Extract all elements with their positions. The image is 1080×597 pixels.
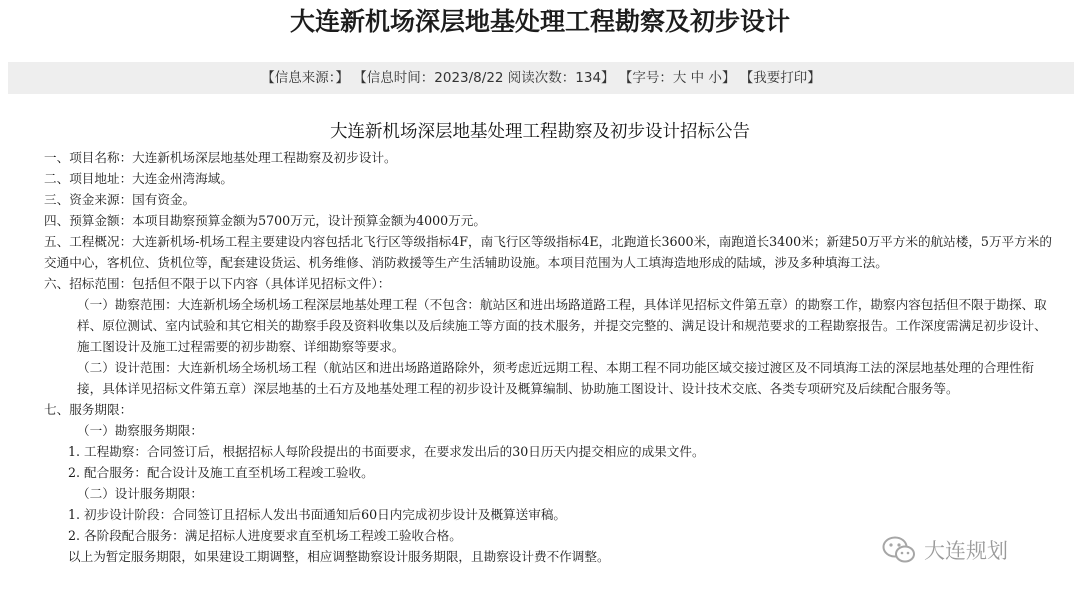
- paragraph-design-period: （二）设计服务期限：: [77, 486, 203, 501]
- paragraph-project-overview: 五、工程概况：大连新机场-机场工程主要建设内容包括北飞行区等级指标4F，南飞行区等级指标4E，北跑道长3600米，南跑道长3400米；新建50万平方米的航站楼，5万平方米的交通中心，客机位、货机位等，配套建设货运、机务维修、消防救援等生产生活辅助设施。本项目范围为人工填海造地形成的陆域，涉及多种填海工法。: [44, 234, 1052, 270]
- paragraph-preliminary-design: 1. 初步设计阶段：合同签订且招标人发出书面通知后60日内完成初步设计及概算送审稿。: [68, 507, 567, 522]
- font-size-small-link[interactable]: 小: [708, 70, 722, 86]
- paragraph-stage-support: 2. 各阶段配合服务：满足招标人进度要求直至机场工程竣工验收合格。: [68, 528, 462, 543]
- wechat-icon: [882, 535, 916, 565]
- document-body: [44, 147, 1056, 567]
- watermark-text: 大连规划: [924, 539, 1008, 563]
- info-bar: [8, 62, 1074, 94]
- print-link[interactable]: 【我要打印】: [739, 70, 821, 86]
- paragraph-budget: 四、预算金额：本项目勘察预算金额为5700万元，设计预算金额为4000万元。: [44, 213, 486, 228]
- paragraph-project-address: 二、项目地址：大连金州湾海域。: [44, 171, 233, 186]
- page-title: 大连新机场深层地基处理工程勘察及初步设计: [289, 7, 790, 36]
- paragraph-survey-work: 1. 工程勘察：合同签订后，根据招标人每阶段提出的书面要求，在要求发出后的30日历天内提交相应的成果文件。: [68, 444, 705, 459]
- paragraph-support-service: 2. 配合服务：配合设计及施工直至机场工程竣工验收。: [68, 465, 374, 480]
- font-size-suffix: 】: [721, 70, 736, 86]
- paragraph-survey-period: （一）勘察服务期限：: [77, 423, 203, 438]
- font-size-large-link[interactable]: 大: [672, 70, 687, 86]
- paragraph-tentative-note: 以上为暂定服务期限，如果建设工期调整，相应调整勘察设计服务期限，且勘察设计费不作调整。: [68, 549, 610, 564]
- info-time: 【信息时间：2023/8/22 阅读次数：134】: [353, 70, 615, 86]
- document-title: 大连新机场深层地基处理工程勘察及初步设计招标公告: [330, 122, 750, 142]
- info-source: 【信息来源：】: [261, 70, 349, 86]
- watermark: [882, 532, 1008, 568]
- paragraph-funding-source: 三、资金来源：国有资金。: [44, 192, 196, 207]
- paragraph-project-name: 一、项目名称：大连新机场深层地基处理工程勘察及初步设计。: [44, 150, 397, 165]
- paragraph-design-scope: （二）设计范围：大连新机场全场机场工程（航站区和进出场路道路除外，须考虑近远期工程、本期工程不同功能区域交接过渡区及不同填海工法的深层地基处理的合理性衔接，具体详见招标文件第五章）深层地基的土石方及地基处理工程的初步设计及概算编制、协助施工图设计、设计技术交底、各类专项研究及后续配合服务等。: [77, 360, 1035, 396]
- font-size-prefix: 【字号：: [618, 70, 673, 86]
- paragraph-bid-scope: 六、招标范围：包括但不限于以下内容（具体详见招标文件）：: [44, 276, 391, 291]
- paragraph-survey-scope: （一）勘察范围：大连新机场全场机场工程深层地基处理工程（不包含：航站区和进出场路道路工程，具体详见招标文件第五章）的勘察工作，勘察内容包括但不限于勘探、取样、原位测试、室内试验和其它相关的勘察手段及资料收集以及后续施工等方面的技术服务，并提交完整的、满足设计和规范要求的工程勘察报告。工作深度需满足初步设计、施工图设计及施工过程需要的初步勘察、详细勘察等要求。: [77, 297, 1047, 354]
- paragraph-service-period: 七、服务期限：: [44, 402, 133, 417]
- font-size-medium-link[interactable]: 中: [690, 70, 705, 86]
